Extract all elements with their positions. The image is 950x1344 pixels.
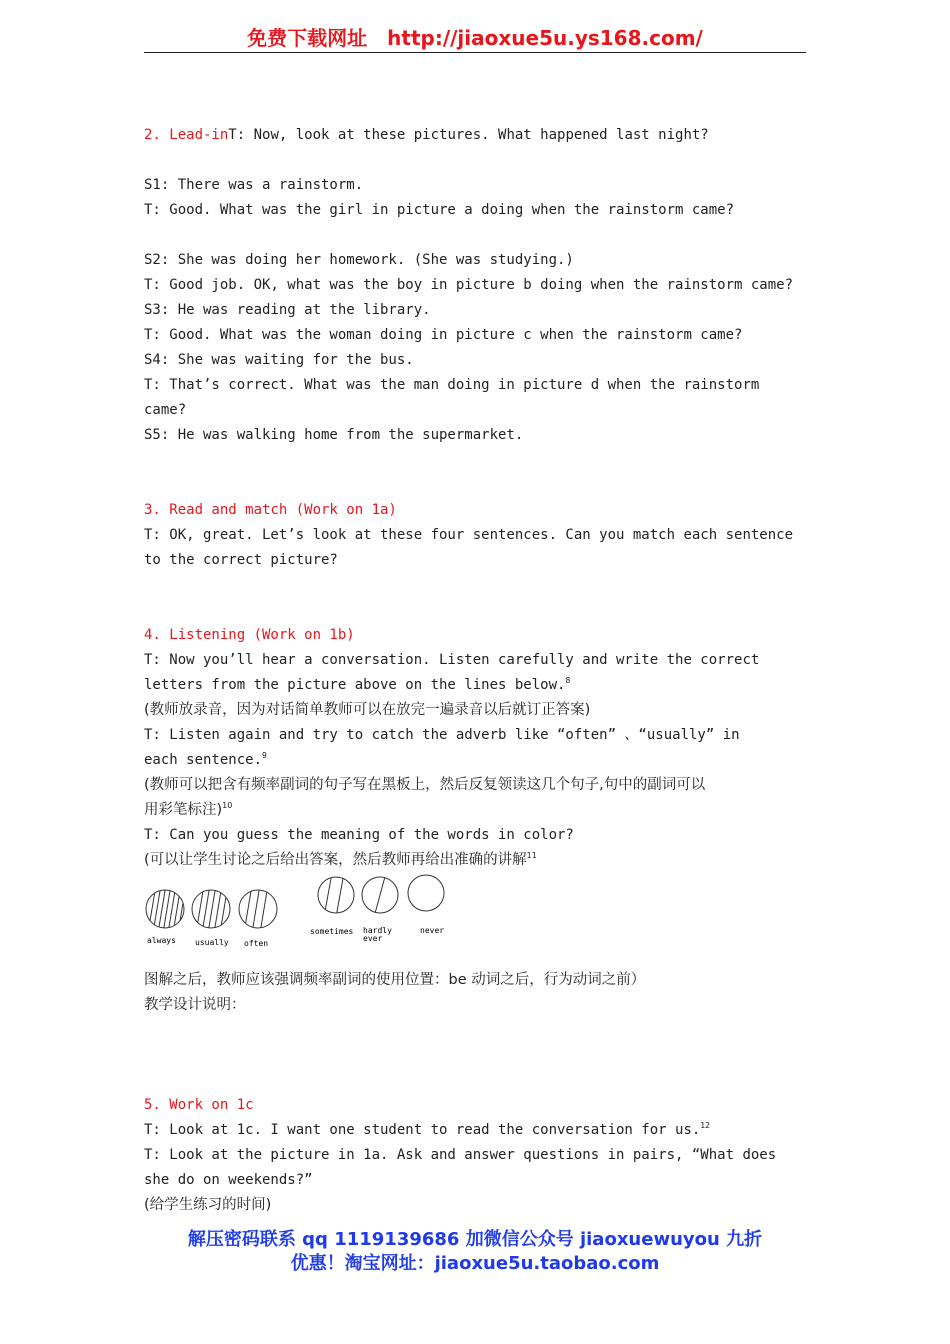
dialogue-line: S1: There was a rainstorm. bbox=[144, 177, 364, 193]
never-circle bbox=[408, 875, 444, 911]
dialogue-line bbox=[144, 673, 804, 698]
footnote-ref: 10 bbox=[222, 801, 233, 810]
teacher-note bbox=[144, 798, 804, 823]
teacher-note bbox=[144, 848, 804, 873]
teacher-note: (给学生练习的时间) bbox=[144, 1197, 272, 1213]
section-2-lead-text: T: Now, look at these pictures. What happened last night? bbox=[228, 127, 709, 143]
dialogue-line bbox=[144, 748, 804, 773]
dialogue-line: T: Now you’ll hear a conversation. Listen carefully and write the correct bbox=[144, 652, 760, 668]
dialogue-line: T: Look at the picture in 1a. Ask and answer questions in pairs, “What does bbox=[144, 1147, 777, 1163]
footnote-ref: 9 bbox=[262, 751, 267, 760]
section-5-heading: 5. Work on 1c bbox=[144, 1097, 254, 1113]
section-2-lead bbox=[144, 123, 804, 148]
dialogue-line: T: Can you guess the meaning of the words in color? bbox=[144, 827, 574, 843]
dialogue-line: T: OK, great. Let’s look at these four sentences. Can you match each sentence bbox=[144, 527, 794, 543]
section-3-heading: 3. Read and match (Work on 1a) bbox=[144, 502, 397, 518]
footer-line-2[interactable]: 优惠！淘宝网址：jiaoxue5u.taobao.com bbox=[290, 1253, 660, 1274]
header-url[interactable]: http://jiaoxue5u.ys168.com/ bbox=[387, 26, 703, 50]
frequency-adverb-figure bbox=[144, 873, 804, 968]
label-hardly-ever: hardly ever bbox=[363, 926, 392, 943]
line-text: 用彩笔标注) bbox=[144, 802, 223, 818]
usually-circle bbox=[192, 885, 230, 933]
dialogue-line: T: That’s correct. What was the man doing in picture d when the rainstorm bbox=[144, 377, 760, 393]
dialogue-line: T: Good. What was the girl in picture a doing when the rainstorm came? bbox=[144, 202, 735, 218]
document-body bbox=[144, 123, 804, 1218]
dialogue-line: S3: He was reading at the library. bbox=[144, 302, 431, 318]
label-never: never bbox=[420, 926, 445, 935]
page-footer bbox=[100, 1228, 850, 1276]
dialogue-line: she do on weekends?” bbox=[144, 1172, 313, 1188]
line-text: T: Look at 1c. I want one student to read the conversation for us. bbox=[144, 1122, 701, 1138]
label-sometimes: sometimes bbox=[310, 927, 354, 936]
dialogue-line: T: Good job. OK, what was the boy in picture b doing when the rainstorm came? bbox=[144, 277, 794, 293]
footnote-ref: 11 bbox=[526, 851, 537, 860]
footnote-ref: 12 bbox=[700, 1121, 710, 1130]
line-text: (可以让学生讨论之后给出答案，然后教师再给出准确的讲解 bbox=[144, 852, 527, 868]
dialogue-line: to the correct picture? bbox=[144, 552, 338, 568]
always-circle bbox=[146, 885, 186, 933]
dialogue-line: came? bbox=[144, 402, 187, 418]
teacher-note: (教师可以把含有频率副词的句子写在黑板上，然后反复领读这几个句子,句中的副词可以 bbox=[144, 777, 706, 793]
footer-line-1: 解压密码联系 qq 1119139686 加微信公众号 jiaoxuewuyou 九折 bbox=[187, 1229, 763, 1250]
teacher-note: (教师放录音，因为对话简单教师可以在放完一遍录音以后就订正答案) bbox=[144, 702, 591, 718]
label-always: always bbox=[147, 936, 176, 945]
section-2-heading: 2. Lead-in bbox=[144, 127, 229, 143]
page-header bbox=[144, 22, 806, 53]
dialogue-line: S4: She was waiting for the bus. bbox=[144, 352, 414, 368]
line-text: each sentence. bbox=[144, 752, 263, 768]
sometimes-circle bbox=[318, 873, 354, 917]
dialogue-line: T: Listen again and try to catch the adverb like “often” 、“usually” in bbox=[144, 727, 740, 743]
hardly-ever-circle bbox=[362, 873, 398, 917]
header-title: 免费下载网址 bbox=[247, 26, 368, 50]
section-4-heading: 4. Listening (Work on 1b) bbox=[144, 627, 355, 643]
dialogue-line bbox=[144, 1118, 804, 1143]
design-note: 教学设计说明： bbox=[144, 997, 246, 1013]
dialogue-line: S5: He was walking home from the supermarket. bbox=[144, 427, 524, 443]
footnote-ref: 8 bbox=[565, 676, 571, 685]
line-text: letters from the picture above on the lines below. bbox=[144, 677, 566, 693]
dialogue-line: T: Good. What was the woman doing in picture c when the rainstorm came? bbox=[144, 327, 743, 343]
dialogue-line: S2: She was doing her homework. (She was studying.) bbox=[144, 252, 574, 268]
teacher-note: 图解之后，教师应该强调频率副词的使用位置：be 动词之后，行为动词之前） bbox=[144, 972, 646, 988]
often-circle bbox=[239, 885, 277, 933]
frequency-circles-diagram bbox=[144, 873, 464, 968]
label-usually: usually bbox=[195, 938, 229, 947]
label-often: often bbox=[244, 939, 269, 948]
